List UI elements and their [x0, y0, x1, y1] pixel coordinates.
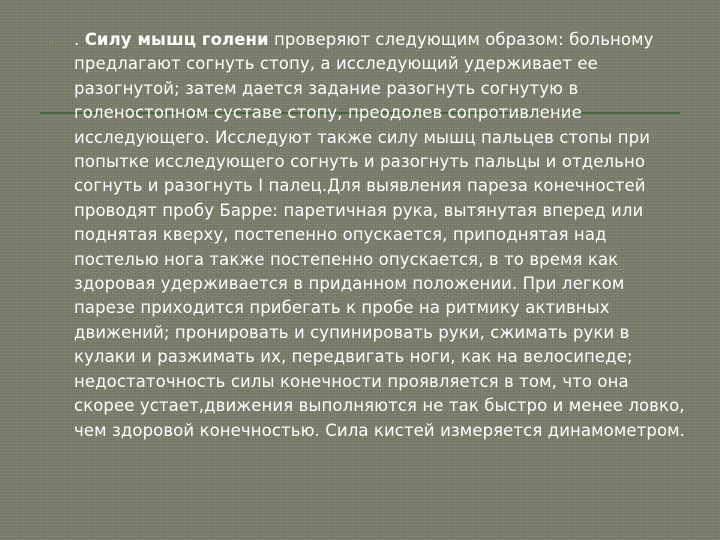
lead-in: .: [74, 30, 80, 49]
paragraph-body: проверяют следующим образом: больному предлагают согнуть стопу, а исследующий удерживает ее разогнутой; затем дается задание разогнуть согнутую в голеностопном суставе стопу, преодолев сопротивление исследующего. Исследуют также силу мышц пальцев стопы при попытке исследующего согнуть и разогнуть пальцы и отдельно согнуть и разогнуть I палец.Для выявления пареза конечностей проводят пробу Барре: паретичная рука, вытянутая вперед или поднятая кверху, постепенно опускается, приподнятая над постелью нога также постепенно опускается, в то время как здоровая удерживается в приданном положении. При легком парезе приходится прибегать к пробе на ритмику активных движений; пронировать и супинировать руки, сжимать руки в кулаки и разжимать их, передвигать ноги, как на велосипеде; недостаточность силы конечности проявляется в том, что она скорее устает,движения выполняются не так быстро и менее ловко, чем здоровой конечностью. Сила кистей измеряется динамометром.: [74, 30, 686, 440]
bullet-icon: ◦: [48, 36, 55, 49]
bullet-paragraph: [48, 28, 688, 443]
paragraph-heading: Силу мышц голени: [84, 30, 269, 49]
paragraph-text: [74, 28, 688, 443]
